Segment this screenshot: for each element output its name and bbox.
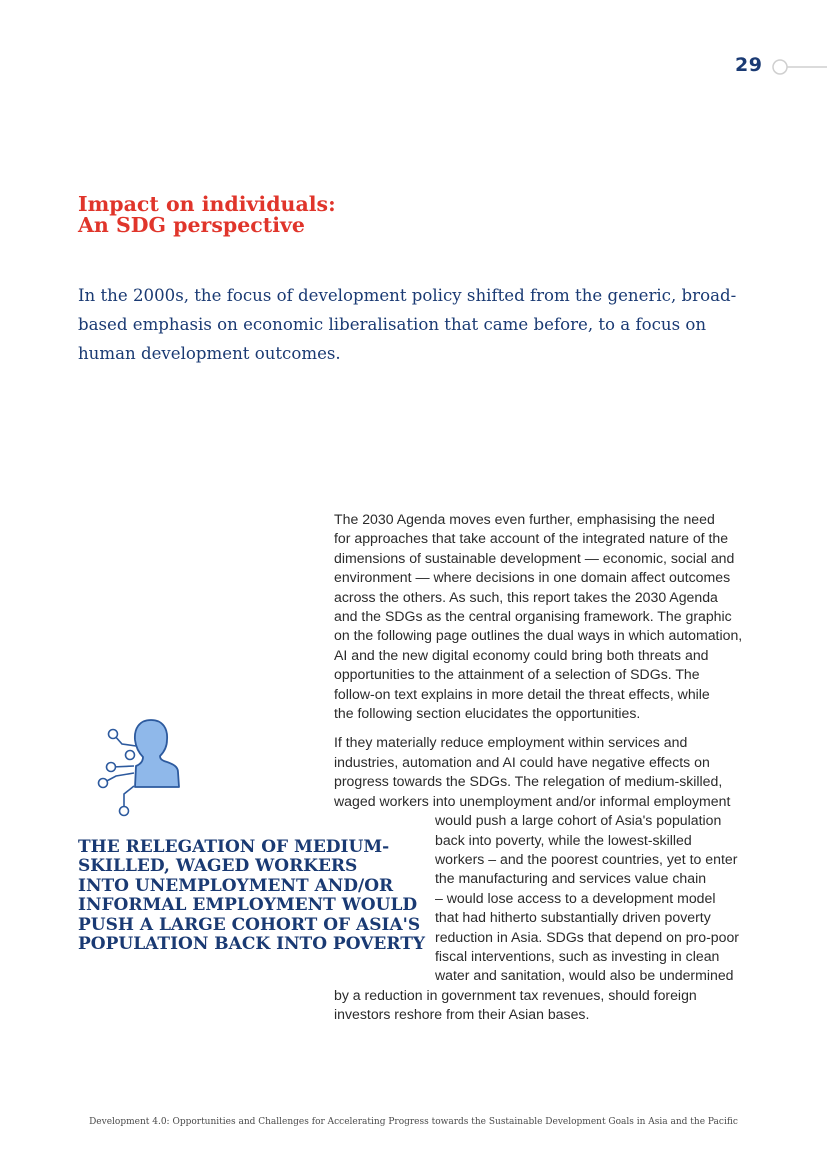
- person-network-icon: [94, 716, 184, 820]
- text-line: fiscal interventions, such as investing in clean: [435, 947, 720, 964]
- page-footer: Development 4.0: Opportunities and Challenges for Accelerating Progress towards the Sustainable Development Goals in Asia and the Pacific: [89, 1117, 738, 1127]
- text-line: and the SDGs as the central organising framework. The graphic: [334, 608, 732, 625]
- text-line: waged workers into unemployment and/or informal employment: [334, 792, 731, 809]
- text-line: for approaches that take account of the integrated nature of the: [334, 530, 729, 547]
- text-line: follow-on text explains in more detail the threat effects, while: [334, 685, 710, 702]
- pullquote-line: SKILLED, WAGED WORKERS: [78, 856, 358, 877]
- text-line: progress towards the SDGs. The relegation of medium-skilled,: [334, 773, 723, 790]
- text-line: industries, automation and AI could have negative effects on: [334, 753, 710, 770]
- text-line: that had hitherto substantially driven poverty: [435, 909, 711, 926]
- text-line: dimensions of sustainable development — economic, social and: [334, 549, 735, 566]
- text-line: workers – and the poorest countries, yet to enter: [435, 850, 738, 867]
- page-number: 29: [735, 54, 763, 76]
- pull-quote: [78, 838, 423, 954]
- pullquote-line: THE RELEGATION OF MEDIUM-: [78, 837, 390, 857]
- text-line: the following section elucidates the opportunities.: [334, 705, 641, 722]
- text-line: If they materially reduce employment within services and: [334, 734, 688, 751]
- text-line: across the others. As such, this report takes the 2030 Agenda: [334, 588, 718, 605]
- text-line: on the following page outlines the dual ways in which automation,: [334, 627, 743, 644]
- pullquote-line: INFORMAL EMPLOYMENT WOULD: [78, 895, 418, 916]
- text-line: opportunities to the attainment of a selection of SDGs. The: [334, 666, 700, 683]
- intro-paragraph: In the 2000s, the focus of development policy shifted from the generic, broad-based emphasis on economic liberalisation that came before, to a focus on human development outcomes.: [78, 286, 737, 363]
- body-paragraph-1: [334, 510, 750, 723]
- pullquote-line: INTO UNEMPLOYMENT AND/OR: [78, 875, 394, 896]
- heading-line-1: Impact on individuals:: [78, 192, 336, 216]
- page-marker-icon: [770, 58, 827, 76]
- text-line: back into poverty, while the lowest-skilled: [435, 831, 692, 848]
- text-line: by a reduction in government tax revenues, should foreign: [334, 986, 697, 1003]
- section-heading: [78, 194, 336, 236]
- text-line: investors reshore from their Asian bases.: [334, 1006, 590, 1023]
- text-line: environment — where decisions in one domain affect outcomes: [334, 569, 731, 586]
- text-line: water and sanitation, would also be undermined: [435, 967, 734, 984]
- text-line: the manufacturing and services value chain: [435, 870, 707, 887]
- heading-line-2: An SDG perspective: [78, 213, 305, 237]
- pullquote-line: POPULATION BACK INTO POVERTY: [78, 934, 425, 955]
- pullquote-line: PUSH A LARGE COHORT OF ASIA'S: [78, 914, 421, 935]
- text-line: reduction in Asia. SDGs that depend on pro-poor: [435, 928, 739, 945]
- text-line: The 2030 Agenda moves even further, emphasising the need: [334, 511, 715, 527]
- text-line: AI and the new digital economy could bring both threats and: [334, 646, 709, 663]
- text-line: – would lose access to a development model: [435, 889, 716, 906]
- text-line: would push a large cohort of Asia's population: [435, 812, 722, 829]
